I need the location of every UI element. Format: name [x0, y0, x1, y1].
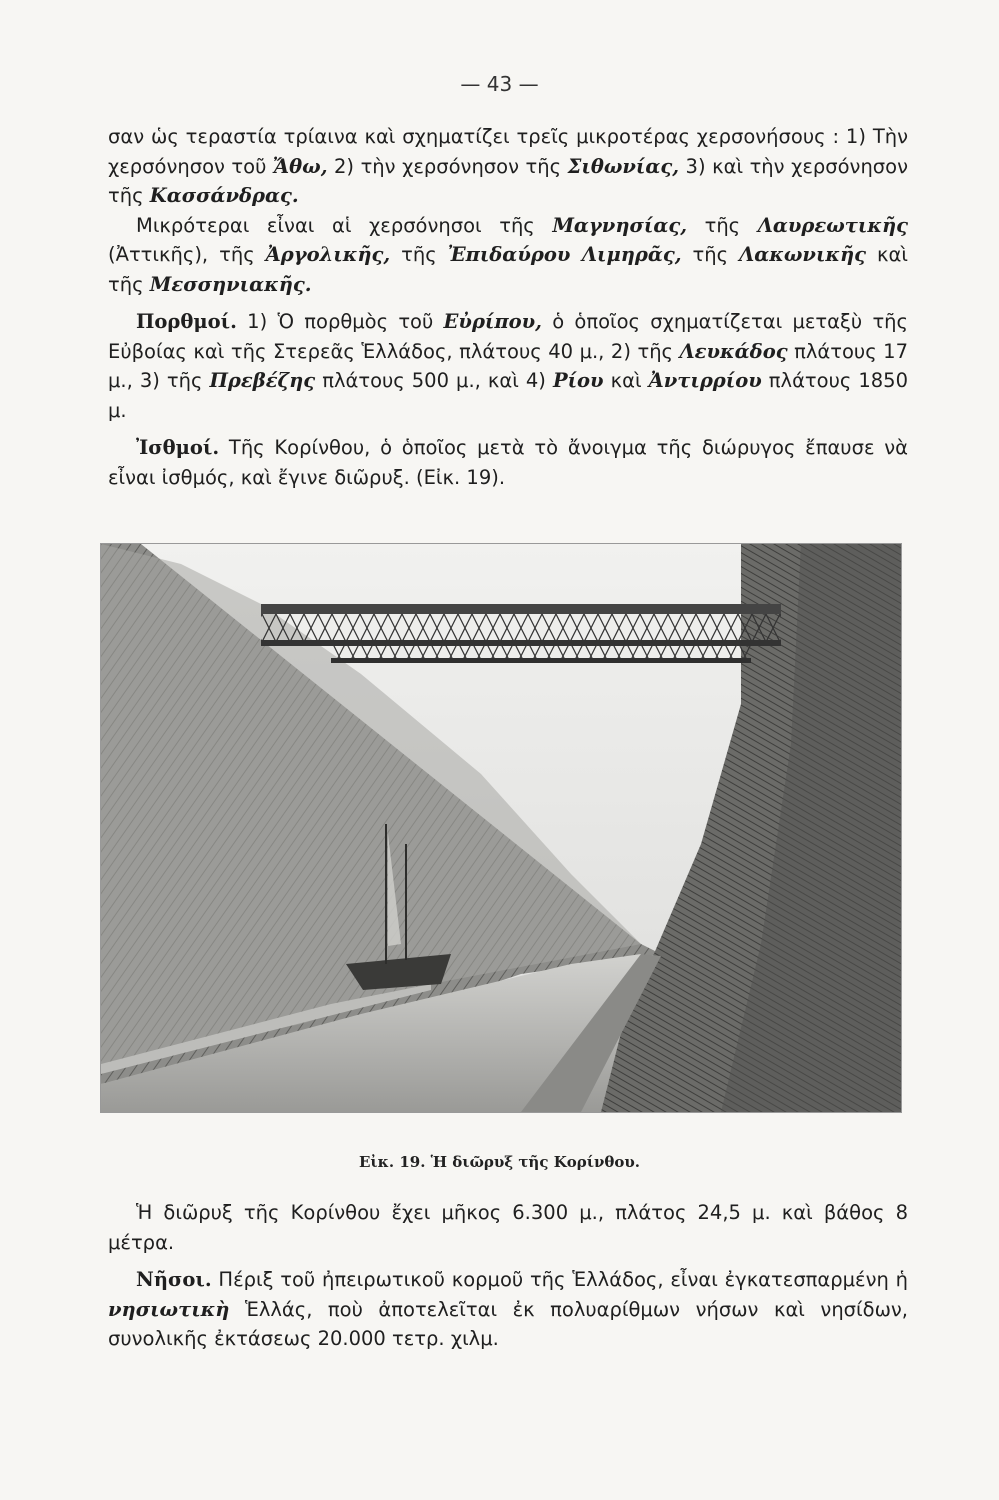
place-name: Κασσάνδρας.: [149, 184, 299, 207]
section-heading: Νῆσοι.: [136, 1268, 212, 1291]
text-run: Μικρότεραι εἶναι αἱ χερσόνησοι τῆς: [136, 213, 553, 237]
place-name: Ἀντιρρίου: [648, 369, 762, 392]
text-run: Ἡ διῶρυξ τῆς Κορίνθου ἔχει μῆκος 6.300 μ., πλάτος 24,5 μ. καὶ βάθος 8 μέτρα.: [108, 1201, 908, 1254]
text-block-bottom: [108, 1198, 908, 1354]
figure-caption: Εἰκ. 19. Ἡ διῶρυξ τῆς Κορίνθου.: [358, 1153, 641, 1171]
text-run: καὶ τῆς: [108, 243, 908, 296]
page-number: — 43 —: [460, 72, 539, 96]
text-run: τῆς: [390, 243, 448, 266]
text-run: πλάτους 500 μ., καὶ 4): [315, 369, 553, 392]
text-run: (Ἀττικῆς), τῆς: [108, 243, 266, 266]
text-run: σαν ὡς τεραστία τρίαινα καὶ σχηματίζει τρεῖς μικροτέρας χερσονήσους : 1) Τὴν χερσόνησον τοῦ: [108, 125, 908, 178]
text-run: ὁ ὁποῖος σχηματίζεται μεταξὺ τῆς Εὐβοίας καὶ τῆς Στερεᾶς Ἑλλάδος, πλάτους 40 μ., 2) τῆς: [108, 310, 908, 363]
emphasized-term: νησιωτικὴ: [108, 1297, 230, 1321]
place-name: Ἄθω,: [272, 154, 328, 178]
text-run: καὶ: [603, 369, 649, 392]
place-name: Μεσσηνιακῆς.: [149, 272, 312, 296]
place-name: Λακωνικῆς: [739, 243, 867, 266]
place-name: Εὐρίπου,: [443, 310, 542, 333]
section-heading: Ἰσθμοί.: [136, 436, 220, 459]
paragraph-islands: [108, 1265, 908, 1354]
text-run: τῆς: [687, 213, 758, 237]
place-name: Πρεβέζης: [209, 369, 316, 392]
place-name: Σιθωνίας,: [567, 154, 680, 178]
corinth-canal-illustration: [100, 543, 902, 1113]
paragraph-straits: [108, 307, 908, 425]
place-name: Ἐπιδαύρου Λιμηρᾶς,: [447, 243, 682, 266]
place-name: Ἀργολικῆς,: [265, 243, 391, 266]
text-run: 1) Ὁ πορθμὸς τοῦ: [236, 310, 444, 333]
text-run: Πέριξ τοῦ ἠπειρωτικοῦ κορμοῦ τῆς Ἑλλάδος, εἶναι ἐγκατεσπαρμένη ἡ: [211, 1268, 908, 1291]
text-run: πλάτους 17 μ., 3) τῆς: [108, 339, 908, 392]
section-heading: Πορθμοί.: [136, 310, 237, 333]
place-name: Λευκάδος: [679, 339, 788, 363]
paragraph-smaller-peninsulas: [108, 211, 908, 300]
text-run: τῆς: [681, 243, 740, 266]
text-run: Τῆς Κορίνθου, ὁ ὁποῖος μετὰ τὸ ἄνοιγμα τῆς διώρυγος ἔπαυσε νὰ εἶναι ἰσθμός, καὶ ἔγινε διῶρυξ. (Εἰκ. 19).: [108, 436, 908, 489]
paragraph-isthmuses: [108, 433, 908, 492]
text-run: Ἑλλάς, ποὺ ἀποτελεῖται ἐκ πολυαρίθμων νήσων καὶ νησίδων, συνολικῆς ἐκτάσεως 20.000 τετρ. χιλμ.: [108, 1297, 908, 1350]
paragraph-canal-dimensions: [108, 1198, 908, 1257]
paragraph-tripod-peninsulas: [108, 122, 908, 211]
text-run: 2) τὴν χερσόνησον τῆς: [327, 154, 568, 178]
text-run: πλάτους 1850 μ.: [108, 369, 908, 422]
text-run: 3) καὶ τὴν χερσόνησον τῆς: [108, 154, 908, 207]
place-name: Ρίου: [552, 369, 604, 392]
place-name: Λαυρεωτικῆς: [757, 213, 908, 237]
place-name: Μαγνησίας,: [552, 213, 687, 237]
text-block-top: [108, 122, 908, 492]
